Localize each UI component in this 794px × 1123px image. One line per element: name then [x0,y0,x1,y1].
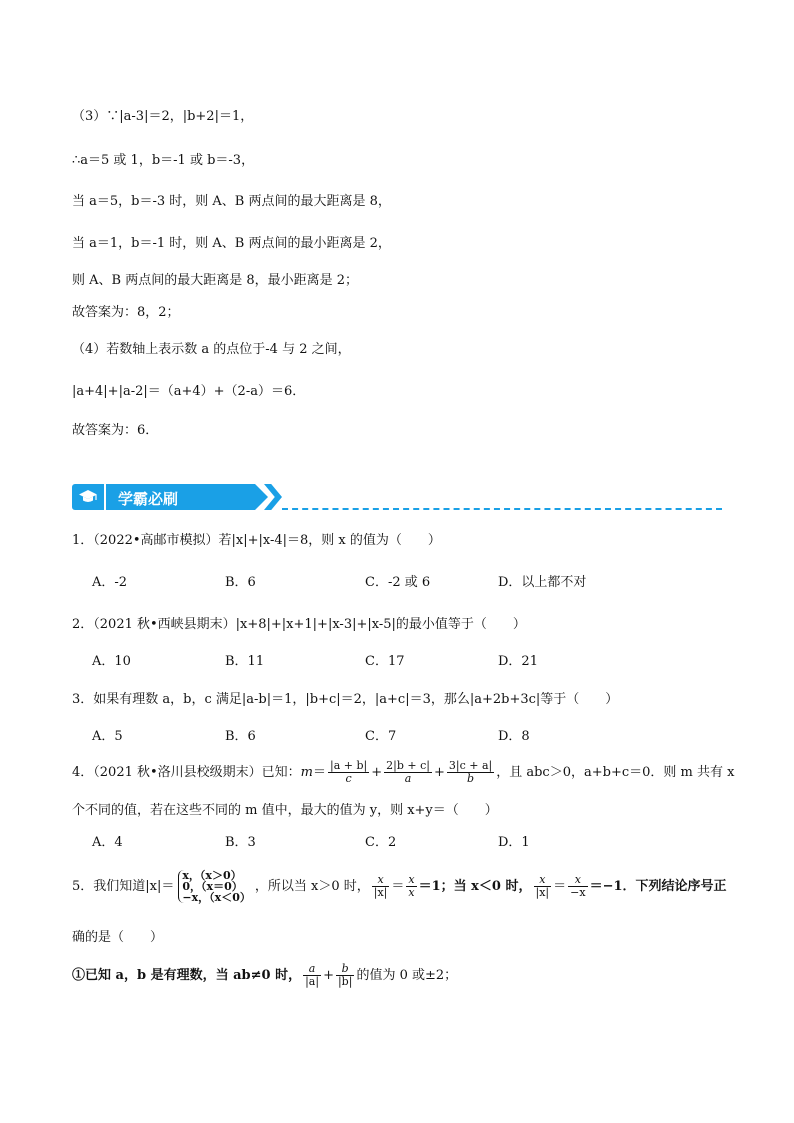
section-banner [72,482,722,514]
question-1-choices [92,574,692,592]
q4-fraction-3: $\frac{3|c + a|}{b}$ [448,759,493,785]
solution-line-3: 当 a＝5，b＝-3 时，则 A、B 两点间的最大距离是 8， [72,194,391,209]
q5-fraction-c: $\frac{x}{|x|}$ [535,873,550,899]
question-3-choices [92,728,692,746]
q5-piecewise: x，（x＞0） 0，（x＝0） −x，（x＜0） [178,870,251,903]
question-1-stem: 1．（2022•高邮市模拟）若|x|+|x-4|＝8，则 x 的值为（ ） [72,533,441,548]
q5-eq-b: ＝ [553,879,567,894]
choice-b[interactable]: B．11 [225,654,265,669]
q5-result-2: ＝−1．下列结论序号正 [589,879,727,894]
question-2-choices [92,653,692,671]
choice-d[interactable]: D．21 [498,654,538,669]
choice-a[interactable]: A．5 [92,729,123,744]
question-3-stem: 3．如果有理数 a，b，c 满足|a-b|＝1，|b+c|＝2，|a+c|＝3，那么|a+2b+3c|等于（ ） [72,692,619,707]
choice-a[interactable]: A．4 [92,835,123,850]
question-4-choices [92,834,692,852]
q4-fraction-1: $\frac{|a + b|}{c}$ [330,759,368,785]
q5-item1-fraction-a: $\frac{a}{|a|}$ [305,962,320,988]
q5-result-1: ＝1；当 x＜0 时， [418,879,532,894]
solution-line-4: 当 a＝1，b＝-1 时，则 A、B 两点间的最小距离是 2， [72,236,391,251]
section-title: 学霸必刷 [118,490,179,508]
q5-fraction-a: $\frac{x}{|x|}$ [373,873,388,899]
q5-prefix: 5．我们知道|x|＝ [72,879,175,894]
question-4-stem [72,758,734,788]
q4-m: m [300,765,313,780]
q5-item1-plus: + [323,968,334,983]
solution-line-9: 故答案为：6． [72,423,159,438]
choice-a[interactable]: A．10 [92,654,131,669]
choice-b[interactable]: B．3 [225,835,256,850]
choice-c[interactable]: C．17 [365,654,405,669]
solution-line-7: （4）若数轴上表示数 a 的点位于-4 与 2 之间， [72,342,351,357]
solution-line-6: 故答案为：8，2； [72,305,180,320]
choice-a[interactable]: A．-2 [92,575,128,590]
q4-prefix: 4．（2021 秋•洛川县校级期末）已知： [72,765,301,780]
choice-c[interactable]: C．7 [365,729,397,744]
q4-plus-1: + [371,765,383,780]
question-5-stem-line-2: 确的是（ ） [72,930,164,945]
choice-d[interactable]: D．以上都不对 [498,575,587,590]
choice-c[interactable]: C．2 [365,835,397,850]
q5-fraction-b: $\frac{x}{x}$ [408,873,415,899]
choice-b[interactable]: B．6 [225,729,256,744]
solution-line-5: 则 A、B 两点间的最大距离是 8，最小距离是 2； [72,273,359,288]
solution-line-8: |a+4|+|a-2|＝（a+4）+（2-a）＝6． [72,384,306,399]
q5-item1-suffix: 的值为 0 或±2； [356,968,458,983]
question-4-stem-line-2: 个不同的值，若在这些不同的 m 值中，最大的值为 y，则 x+y＝（ ） [72,803,498,818]
q4-eq: ＝ [312,765,326,780]
choice-d[interactable]: D．1 [498,835,530,850]
q5-item1-fraction-b: $\frac{b}{|b|}$ [337,962,353,988]
q4-plus-2: + [433,765,445,780]
choice-c[interactable]: C．-2 或 6 [365,575,431,590]
q5-eq-a: ＝ [391,879,405,894]
section-divider [282,508,722,510]
question-2-stem: 2．（2021 秋•西峡县期末）|x+8|+|x+1|+|x-3|+|x-5|的最小值等于（ ） [72,617,526,632]
q4-suffix: ，且 abc＞0，a+b+c＝0．则 m 共有 x [496,765,735,780]
q5-mid: ，所以当 x＞0 时， [254,879,370,894]
solution-line-1: （3）∵|a-3|＝2，|b+2|＝1， [72,109,254,124]
q5-fraction-d: $\frac{x}{-x}$ [570,873,586,899]
choice-d[interactable]: D．8 [498,729,530,744]
q4-fraction-2: $\frac{2|b + c|}{a}$ [386,759,430,785]
question-5-stem [72,862,727,912]
question-5-item-1 [72,956,457,996]
choice-b[interactable]: B．6 [225,575,256,590]
q5-item1-prefix: ①已知 a，b 是有理数，当 ab≠0 时， [72,968,302,983]
solution-line-2: ∴a＝5 或 1，b＝-1 或 b＝-3， [72,153,255,168]
section-badge [72,484,104,510]
graduation-cap-icon [78,488,98,506]
